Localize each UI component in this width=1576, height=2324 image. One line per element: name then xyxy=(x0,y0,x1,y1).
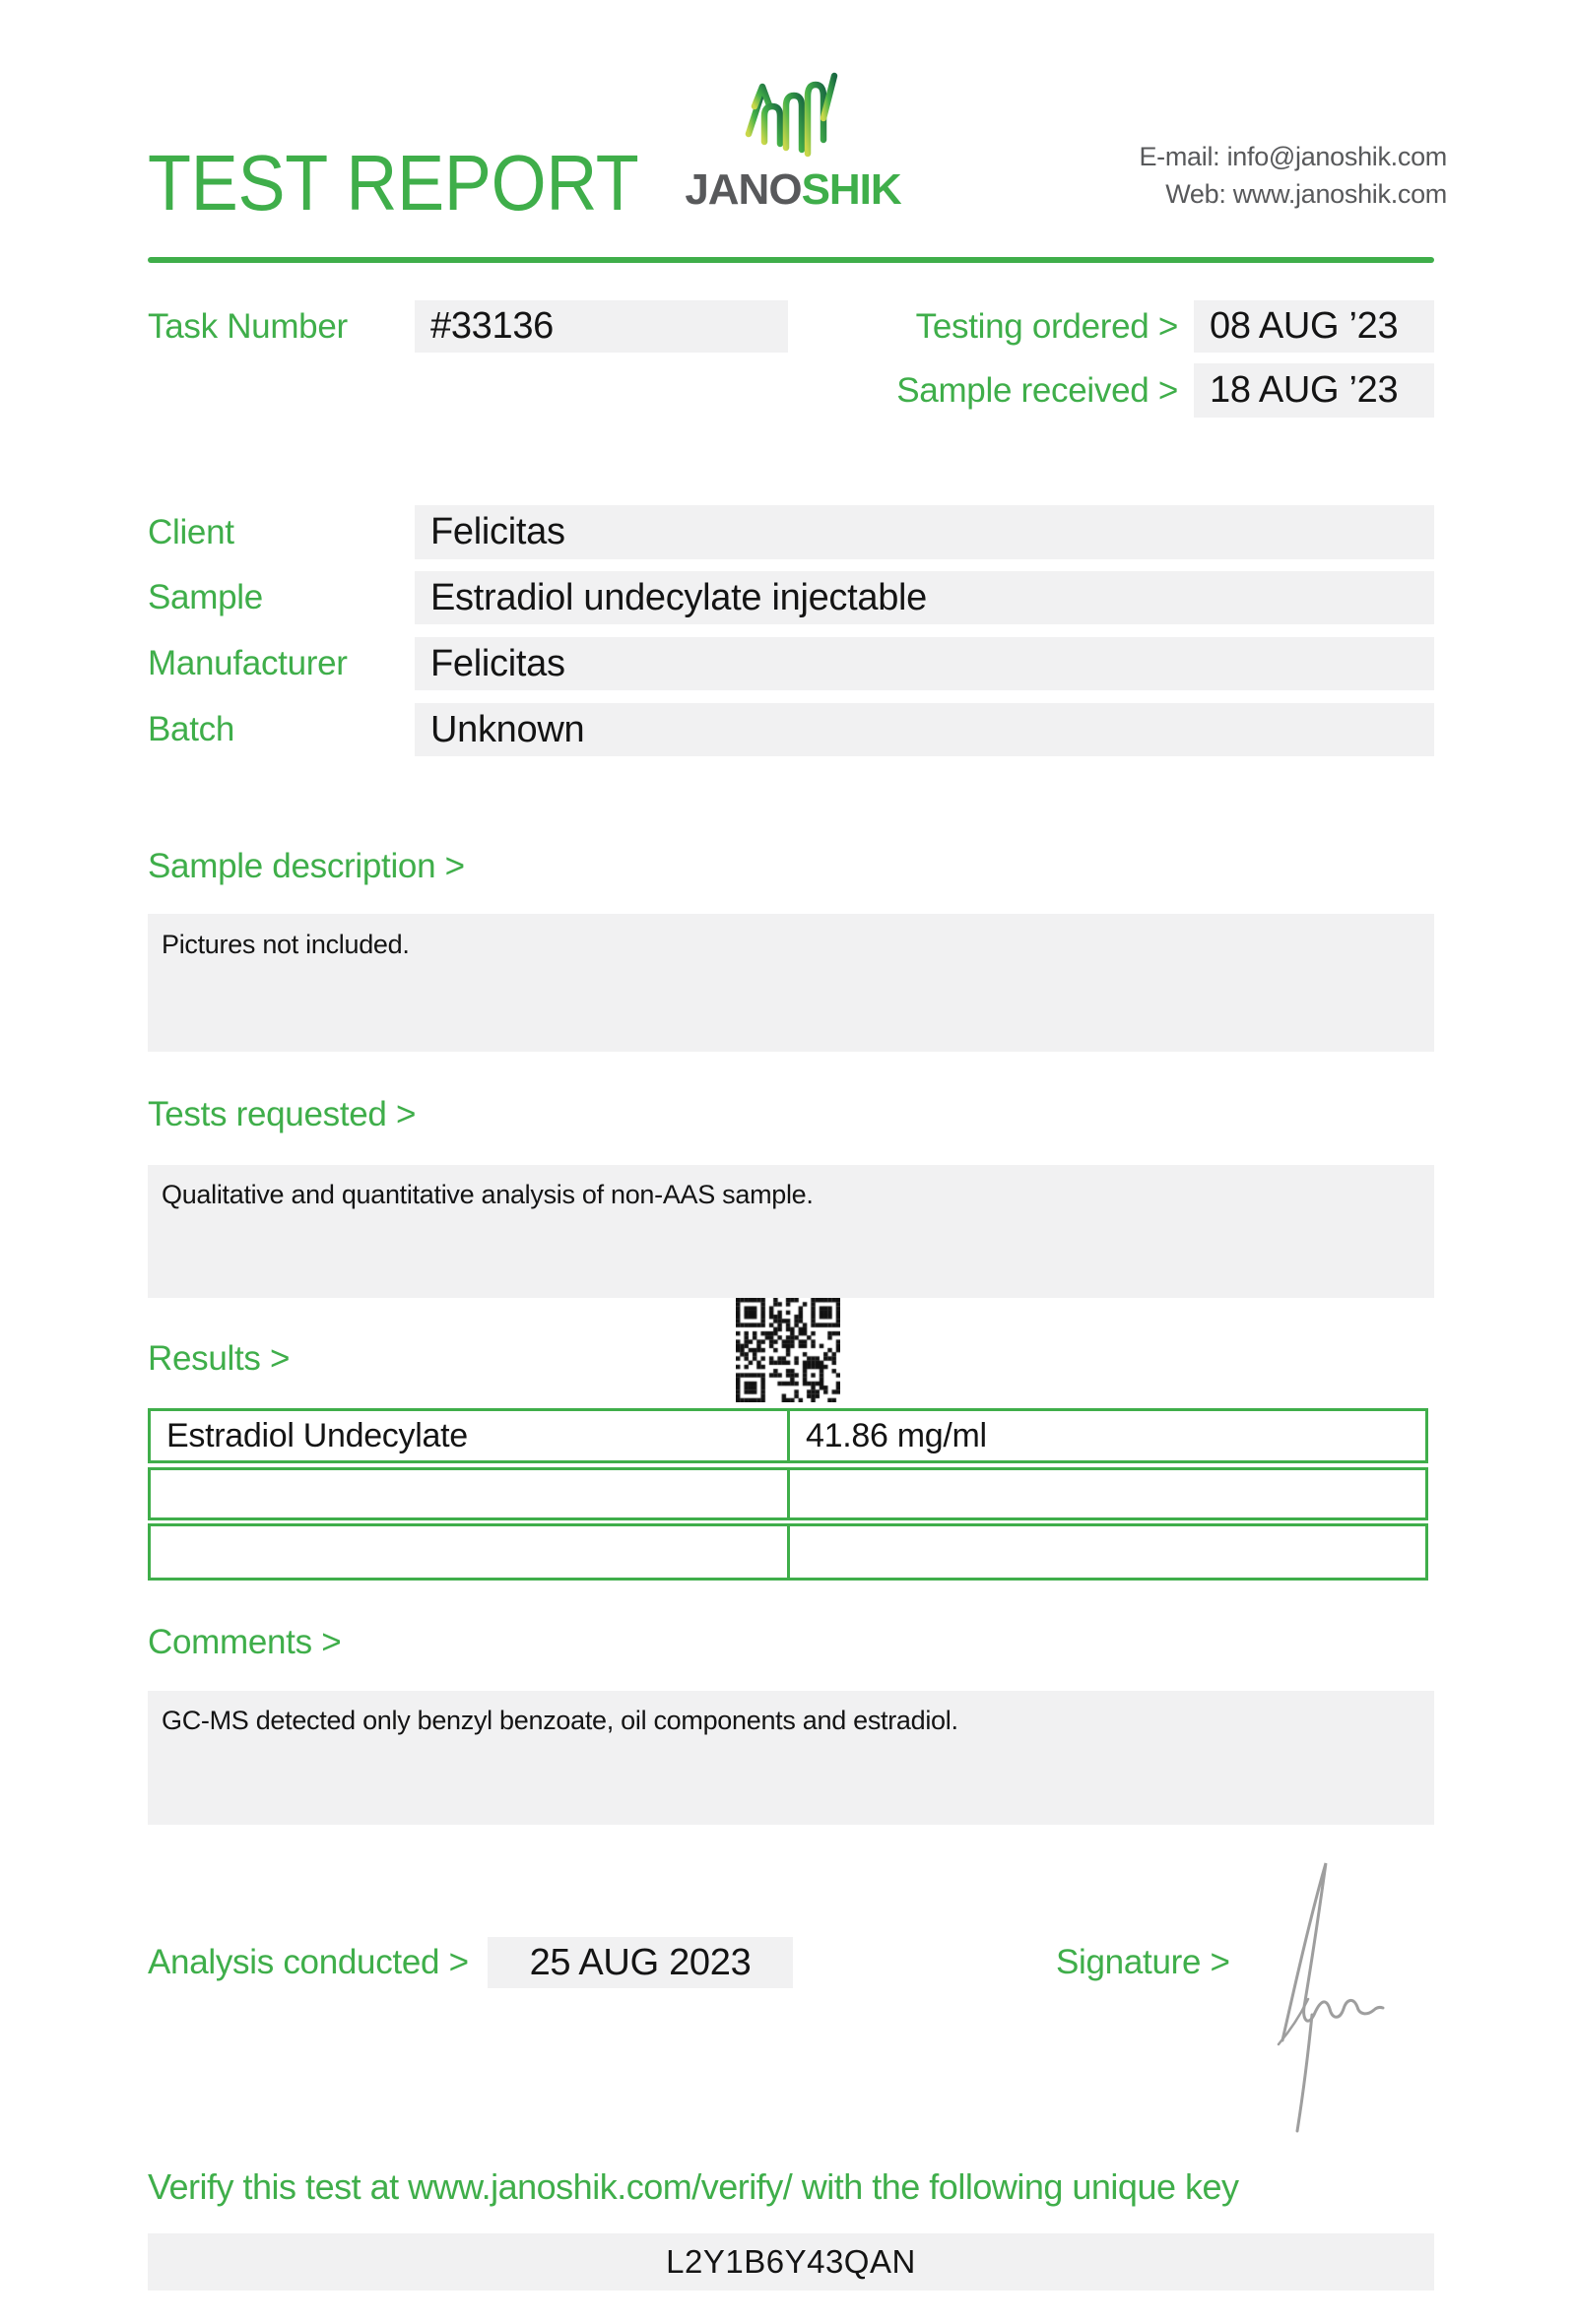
task-number-value: #33136 xyxy=(430,305,555,347)
manufacturer-value: Felicitas xyxy=(430,643,565,684)
testing-ordered-value: 08 AUG ’23 xyxy=(1210,305,1399,347)
testing-ordered-value-box xyxy=(1194,300,1434,353)
brand-logotype xyxy=(680,167,906,213)
client-label: Client xyxy=(148,513,234,551)
task-number-value-box xyxy=(415,300,788,353)
sample-description-box xyxy=(148,914,1434,1052)
verify-key-value: L2Y1B6Y43QAN xyxy=(666,2243,916,2280)
signature-image xyxy=(1269,1851,1407,2137)
verify-instruction: Verify this test at www.janoshik.com/verify/ with the following unique key xyxy=(148,2166,1239,2207)
tests-requested-text: Qualitative and quantitative analysis of non-AAS sample. xyxy=(162,1180,814,1209)
sample-label: Sample xyxy=(148,578,263,616)
comments-heading: Comments > xyxy=(148,1623,342,1661)
batch-value-box xyxy=(415,703,1434,756)
tests-requested-heading: Tests requested > xyxy=(148,1095,417,1133)
results-table-row xyxy=(148,1408,1428,1463)
signature-label: Signature > xyxy=(1056,1943,1230,1981)
result-amount-cell xyxy=(790,1470,1425,1517)
result-substance-cell: Estradiol Undecylate xyxy=(151,1411,790,1460)
sample-received-value-box xyxy=(1194,363,1434,418)
testing-ordered-label: Testing ordered > xyxy=(915,307,1178,346)
result-substance-cell xyxy=(151,1470,790,1517)
sample-received-value: 18 AUG ’23 xyxy=(1210,369,1399,411)
sample-received-label: Sample received > xyxy=(896,371,1178,410)
sample-value: Estradiol undecylate injectable xyxy=(430,577,928,618)
contact-email: E-mail: info@janoshik.com xyxy=(1139,142,1447,171)
sample-description-heading: Sample description > xyxy=(148,847,465,885)
result-amount-cell xyxy=(790,1526,1425,1578)
qr-code xyxy=(736,1298,840,1402)
result-amount-cell: 41.86 mg/ml xyxy=(806,1416,987,1454)
results-heading: Results > xyxy=(148,1339,291,1378)
client-value: Felicitas xyxy=(430,511,565,552)
contact-web: Web: www.janoshik.com xyxy=(1165,179,1447,209)
verify-key-box xyxy=(148,2233,1434,2291)
contact-block xyxy=(1139,138,1447,213)
result-substance-cell xyxy=(151,1526,790,1578)
sample-description-text: Pictures not included. xyxy=(162,930,410,959)
batch-label: Batch xyxy=(148,710,234,748)
analysis-date-box xyxy=(488,1937,793,1988)
analysis-conducted-label: Analysis conducted > xyxy=(148,1943,469,1981)
client-value-box xyxy=(415,505,1434,559)
logo-icon xyxy=(741,69,839,161)
manufacturer-label: Manufacturer xyxy=(148,644,348,682)
tests-requested-box xyxy=(148,1165,1434,1298)
manufacturer-value-box xyxy=(415,637,1434,690)
header-divider xyxy=(148,257,1434,263)
results-table-row xyxy=(148,1467,1428,1520)
comments-box xyxy=(148,1691,1434,1825)
results-table-row xyxy=(148,1523,1428,1581)
page-title: TEST REPORT xyxy=(148,139,639,226)
batch-value: Unknown xyxy=(430,709,585,750)
analysis-date-value: 25 AUG 2023 xyxy=(529,1942,752,1983)
task-number-label: Task Number xyxy=(148,307,348,346)
brand-gray-part: JANO xyxy=(685,165,802,214)
comments-text: GC-MS detected only benzyl benzoate, oil components and estradiol. xyxy=(162,1706,958,1735)
sample-value-box xyxy=(415,571,1434,624)
brand-green-part: SHIK xyxy=(801,165,901,214)
